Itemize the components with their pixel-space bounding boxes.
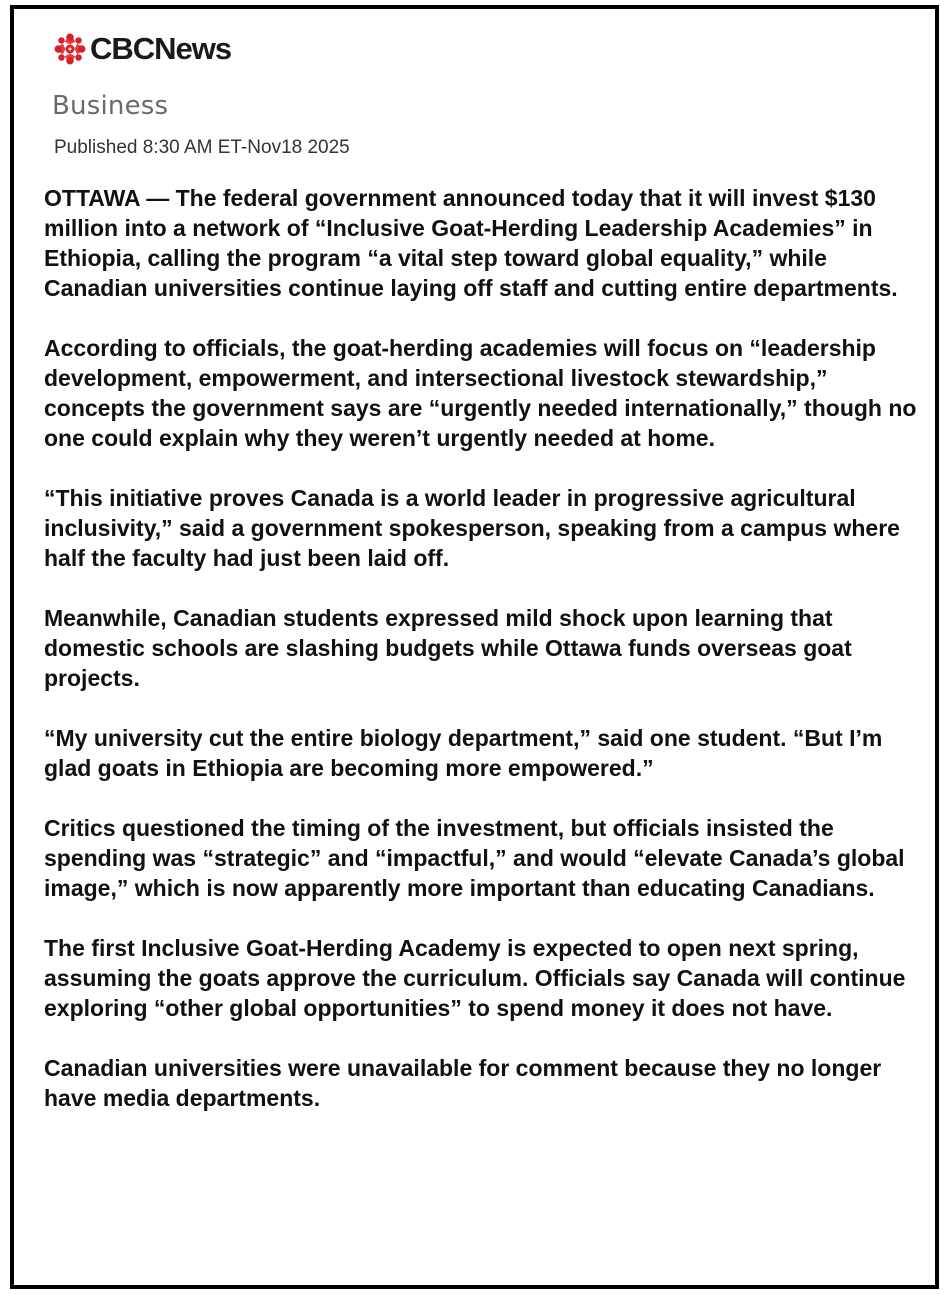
article-paragraph: “My university cut the entire biology department,” said one student. “But I’m glad goats in Ethiopia are becoming more empowered.” <box>44 725 883 781</box>
published-timestamp: Published 8:30 AM ET-Nov18 2025 <box>54 137 350 158</box>
article-paragraph: Critics questioned the timing of the investment, but officials insisted the spending was “strategic” and “impactful,” and would “elevate Canada’s global image,” which is now apparently more important than educating Canadians. <box>44 815 905 901</box>
article-frame <box>10 5 939 1289</box>
article-body <box>44 183 924 1143</box>
brand-name[interactable]: CBCNews <box>90 31 232 66</box>
article-paragraph: The first Inclusive Goat-Herding Academy is expected to open next spring, assuming the goats approve the curriculum. Officials say Canada will continue exploring “other global opportunities” to spend money it does not have. <box>44 935 906 1021</box>
site-header <box>52 31 231 67</box>
article-paragraph: Canadian universities were unavailable for comment because they no longer have media departments. <box>44 1055 882 1111</box>
article-paragraph: OTTAWA — The federal government announced today that it will invest $130 million into a network of “Inclusive Goat-Herding Leadership Academies” in Ethiopia, calling the program “a vital step toward global equality,” while Canadian universities continue laying off staff and cutting entire departments. <box>44 185 898 301</box>
cbc-gem-icon <box>52 31 88 67</box>
article-paragraph: “This initiative proves Canada is a world leader in progressive agricultural inclusivity,” said a government spokesperson, speaking from a campus where half the faculty had just been laid off. <box>44 485 900 571</box>
article-paragraph: According to officials, the goat-herding academies will focus on “leadership development, empowerment, and intersectional livestock stewardship,” concepts the government says are “urgently needed internationally,” though no one could explain why they weren’t urgently needed at home. <box>44 335 917 451</box>
section-label[interactable]: Business <box>52 91 169 121</box>
article-paragraph: Meanwhile, Canadian students expressed mild shock upon learning that domestic schools are slashing budgets while Ottawa funds overseas goat projects. <box>44 605 852 691</box>
